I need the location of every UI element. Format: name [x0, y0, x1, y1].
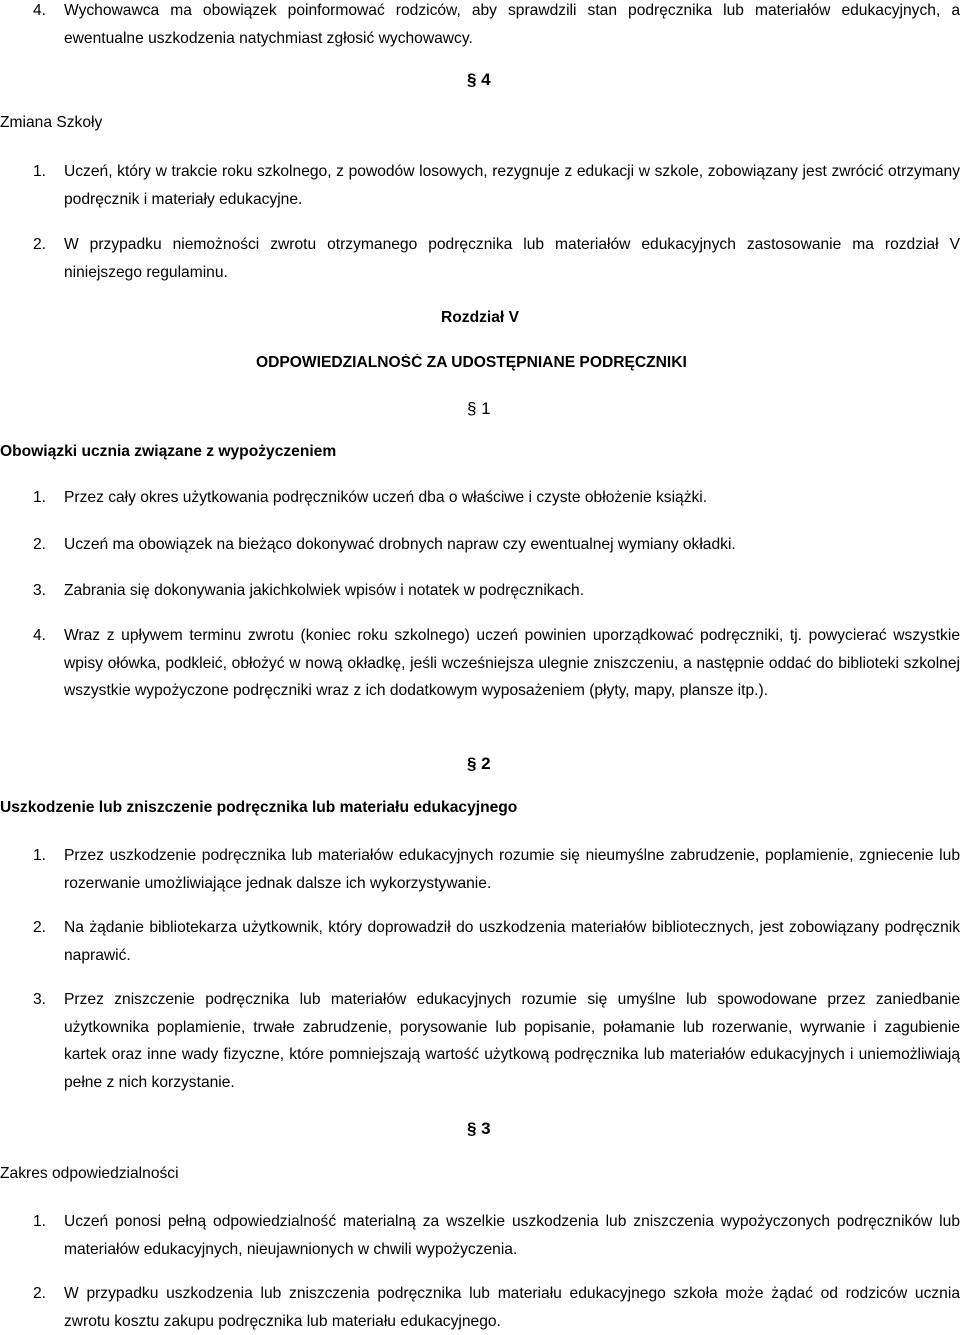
list-item: [0, 577, 960, 605]
list-item: [0, 986, 960, 1096]
list-item: [0, 842, 960, 897]
item-text: Przez cały okres użytkowania podręczników uczeń dba o właściwe i czyste obłożenie książki.: [64, 489, 708, 506]
list-item: [0, 484, 960, 512]
item-number: 1.: [33, 489, 47, 506]
item-text: W przypadku niemożności zwrotu otrzymanego podręcznika lub materiałów edukacyjnych zastosowanie ma rozdział V niniejszego regulaminu.: [64, 236, 960, 281]
list-item: [0, 0, 960, 52]
list-item: [0, 158, 960, 213]
section-heading: Uszkodzenie lub zniszczenie podręcznika lub materiału edukacyjnego: [0, 799, 518, 816]
item-number: 2.: [33, 236, 47, 253]
section-heading: Obowiązki ucznia związane z wypożyczeniem: [0, 443, 337, 460]
item-text: Zabrania się dokonywania jakichkolwiek wpisów i notatek w podręcznikach.: [64, 582, 585, 599]
section-heading: Zmiana Szkoły: [0, 114, 103, 131]
section-number: § 1: [467, 399, 491, 418]
item-text: Uczeń ponosi pełną odpowiedzialność materialną za wszelkie uszkodzenia lub zniszczenia wypożyczonych podręczników lub materiałów edukacyjnych, nieujawnionych w chwili wypożyczenia.: [64, 1213, 960, 1258]
list-item: [0, 914, 960, 969]
section-number: § 3: [467, 1119, 491, 1138]
list-item: [0, 531, 960, 559]
item-number: 4.: [33, 627, 47, 644]
list-item: [0, 622, 960, 705]
item-text: Wychowawca ma obowiązek poinformować rodziców, aby sprawdzili stan podręcznika lub materiałów edukacyjnych, a ewentualne uszkodzenia natychmiast zgłosić wychowawcy.: [64, 2, 960, 47]
item-number: 2.: [33, 919, 47, 936]
chapter-title: Rozdział V: [441, 309, 519, 326]
item-number: 3.: [33, 582, 47, 599]
item-text: Uczeń ma obowiązek na bieżąco dokonywać drobnych napraw czy ewentualnej wymiany okładki.: [64, 536, 736, 553]
list-item: [0, 231, 960, 286]
item-number: 1.: [33, 847, 47, 864]
item-number: 1.: [33, 163, 47, 180]
list-item: [0, 1208, 960, 1263]
chapter-subtitle: ODPOWIEDZIALNOŚĆ ZA UDOSTĘPNIANE PODRĘCZNIKI: [256, 354, 687, 371]
item-text: Przez zniszczenie podręcznika lub materiałów edukacyjnych rozumie się umyślne lub spowodowane przez zaniedbanie użytkownika poplamienie, trwałe zabrudzenie, porysowanie lub popisanie, połamanie lub rozerwanie, wyrwanie i zagubienie kartek oraz inne wady fizyczne, które pomniejszają wartość użytkową podręcznika lub materiałów edukacyjnych i uniemożliwiają pełne z nich korzystanie.: [64, 991, 960, 1091]
item-number: 1.: [33, 1213, 47, 1230]
item-number: 3.: [33, 991, 47, 1008]
section-number: § 2: [467, 754, 491, 773]
item-text: Na żądanie bibliotekarza użytkownik, który doprowadził do uszkodzenia materiałów bibliotecznych, jest zobowiązany podręcznik naprawić.: [64, 919, 960, 964]
item-text: Wraz z upływem terminu zwrotu (koniec roku szkolnego) uczeń powinien uporządkować podręczniki, tj. powycierać wszystkie wpisy ołówka, podkleić, obłożyć w nową okładkę, jeśli wcześniejsza ulegnie zniszczeniu, a następnie oddać do biblioteki szkolnej wszystkie wypożyczone podręczniki wraz z ich dodatkowym wyposażeniem (płyty, mapy, plansze itp.).: [64, 627, 960, 699]
list-item: [0, 1280, 960, 1335]
section-heading: Zakres odpowiedzialności: [0, 1165, 179, 1182]
item-text: W przypadku uszkodzenia lub zniszczenia podręcznika lub materiału edukacyjnego szkoła może żądać od rodziców ucznia zwrotu kosztu zakupu podręcznika lub materiału edukacyjnego.: [64, 1285, 960, 1330]
item-number: 4.: [33, 2, 47, 19]
item-number: 2.: [33, 536, 47, 553]
item-text: Przez uszkodzenie podręcznika lub materiałów edukacyjnych rozumie się nieumyślne zabrudzenie, poplamienie, zgniecenie lub rozerwanie umożliwiające jednak dalsze ich wykorzystywanie.: [64, 847, 960, 892]
item-number: 2.: [33, 1285, 47, 1302]
item-text: Uczeń, który w trakcie roku szkolnego, z powodów losowych, rezygnuje z edukacji w szkole, zobowiązany jest zwrócić otrzymany podręcznik i materiały edukacyjne.: [64, 163, 960, 208]
section-number: § 4: [467, 70, 491, 89]
